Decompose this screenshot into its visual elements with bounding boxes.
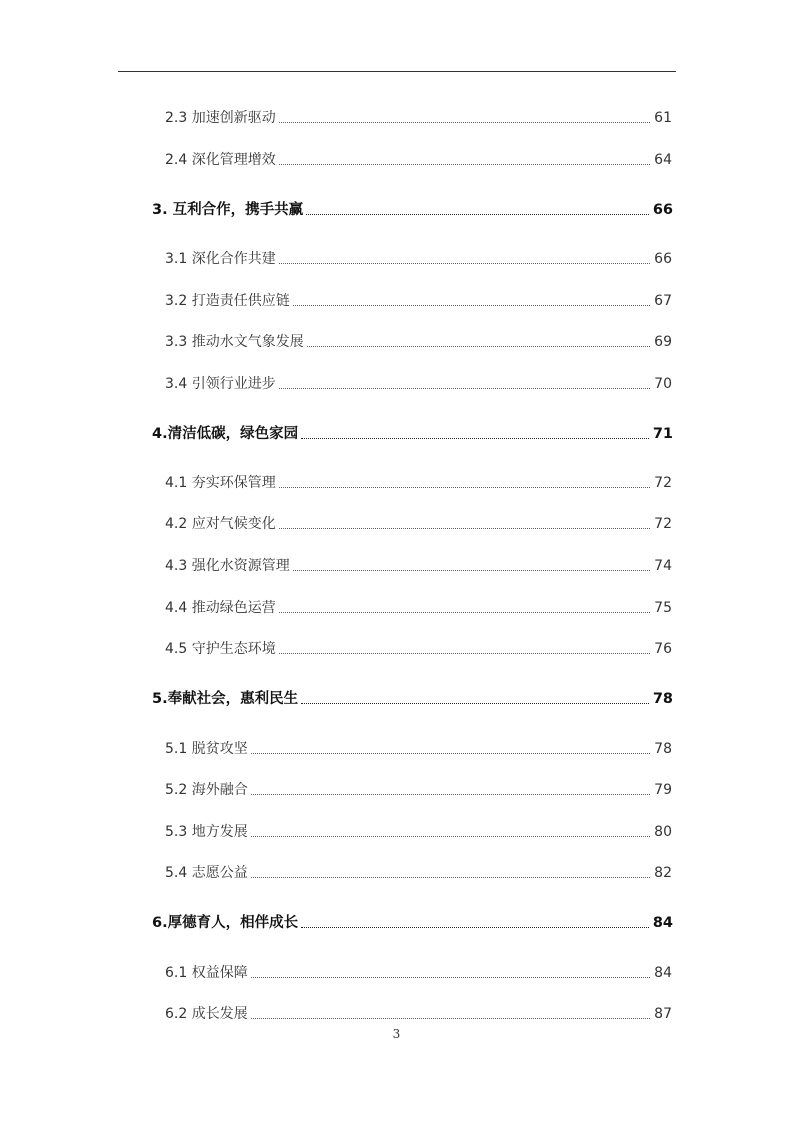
toc-entry-label: 3.2 打造责任供应链 (165, 293, 290, 309)
dot-leader (251, 753, 650, 754)
page-number: 3 (392, 1027, 401, 1041)
toc-entry-label: 5.1 脱贫攻坚 (165, 741, 248, 757)
toc-entry[interactable] (0, 595, 793, 617)
toc-entry-page: 72 (654, 475, 672, 491)
toc-entry-page: 87 (654, 1006, 672, 1022)
toc-section-page: 71 (652, 426, 673, 442)
toc-entry-page: 69 (654, 334, 672, 350)
dot-leader (301, 438, 649, 439)
toc-entry[interactable] (0, 777, 793, 799)
toc-entry-label: 5.2 海外融合 (165, 782, 248, 798)
toc-entry-label: 4.2 应对气候变化 (165, 516, 276, 532)
dot-leader (279, 653, 650, 654)
toc-entry-page: 84 (654, 965, 672, 981)
toc-entry[interactable] (0, 736, 793, 758)
toc-section-label: 3. 互利合作，携手共赢 (152, 202, 304, 218)
toc-entry[interactable] (0, 371, 793, 393)
toc-entry-page: 79 (654, 782, 672, 798)
dot-leader (251, 836, 650, 837)
dot-leader (279, 164, 650, 165)
toc-section-page: 66 (652, 202, 673, 218)
toc-entry[interactable] (0, 819, 793, 841)
toc-entry[interactable] (0, 636, 793, 658)
dot-leader (306, 214, 649, 215)
toc-entry-page: 67 (654, 293, 672, 309)
toc-entry[interactable] (0, 246, 793, 268)
toc-entry-page: 74 (654, 558, 672, 574)
toc-section-label: 6.厚德育人，相伴成长 (152, 915, 299, 931)
toc-entry-label: 4.3 强化水资源管理 (165, 558, 290, 574)
toc-entry-label: 5.3 地方发展 (165, 824, 248, 840)
dot-leader (307, 346, 650, 347)
toc-entry-page: 61 (654, 110, 672, 126)
dot-leader (279, 487, 650, 488)
toc-entry-page: 80 (654, 824, 672, 840)
toc-entry-label: 3.3 推动水文气象发展 (165, 334, 304, 350)
toc-entry-label: 4.5 守护生态环境 (165, 641, 276, 657)
dot-leader (279, 263, 650, 264)
dot-leader (251, 1018, 650, 1019)
dot-leader (293, 305, 650, 306)
toc-entry[interactable] (0, 511, 793, 533)
toc-entry-page: 75 (654, 600, 672, 616)
toc-entry[interactable] (0, 329, 793, 351)
toc-entry-label: 2.3 加速创新驱动 (165, 110, 276, 126)
toc-section-page: 84 (652, 915, 673, 931)
toc-section-label: 4.清洁低碳，绿色家园 (152, 426, 299, 442)
toc-entry-label: 3.1 深化合作共建 (165, 251, 276, 267)
toc-section-entry[interactable] (0, 686, 793, 708)
toc-entry-page: 66 (654, 251, 672, 267)
toc-entry-label: 4.4 推动绿色运营 (165, 600, 276, 616)
dot-leader (279, 612, 650, 613)
toc-entry[interactable] (0, 288, 793, 310)
toc-entry[interactable] (0, 553, 793, 575)
toc-section-page: 78 (652, 691, 673, 707)
toc-section-label: 5.奉献社会，惠利民生 (152, 691, 299, 707)
toc-entry[interactable] (0, 1001, 793, 1023)
toc-entry-page: 72 (654, 516, 672, 532)
toc-entry-label: 6.1 权益保障 (165, 965, 248, 981)
toc-entry-page: 78 (654, 741, 672, 757)
toc-section-entry[interactable] (0, 421, 793, 443)
dot-leader (251, 794, 650, 795)
toc-entry-label: 6.2 成长发展 (165, 1006, 248, 1022)
toc-section-entry[interactable] (0, 197, 793, 219)
dot-leader (293, 570, 650, 571)
dot-leader (279, 122, 650, 123)
toc-entry-label: 4.1 夯实环保管理 (165, 475, 276, 491)
dot-leader (251, 977, 650, 978)
toc-entry-page: 70 (654, 376, 672, 392)
toc-entry-page: 64 (654, 152, 672, 168)
toc-entry[interactable] (0, 960, 793, 982)
toc-entry[interactable] (0, 860, 793, 882)
toc-section-entry[interactable] (0, 910, 793, 932)
toc-entry[interactable] (0, 105, 793, 127)
toc-entry[interactable] (0, 470, 793, 492)
dot-leader (279, 528, 650, 529)
toc-entry-label: 5.4 志愿公益 (165, 865, 248, 881)
dot-leader (279, 388, 650, 389)
dot-leader (301, 703, 649, 704)
toc-entry-page: 82 (654, 865, 672, 881)
dot-leader (301, 927, 649, 928)
dot-leader (251, 877, 650, 878)
toc-entry-page: 76 (654, 641, 672, 657)
toc-entry-label: 3.4 引领行业进步 (165, 376, 276, 392)
toc-entry[interactable] (0, 147, 793, 169)
toc-entry-label: 2.4 深化管理增效 (165, 152, 276, 168)
